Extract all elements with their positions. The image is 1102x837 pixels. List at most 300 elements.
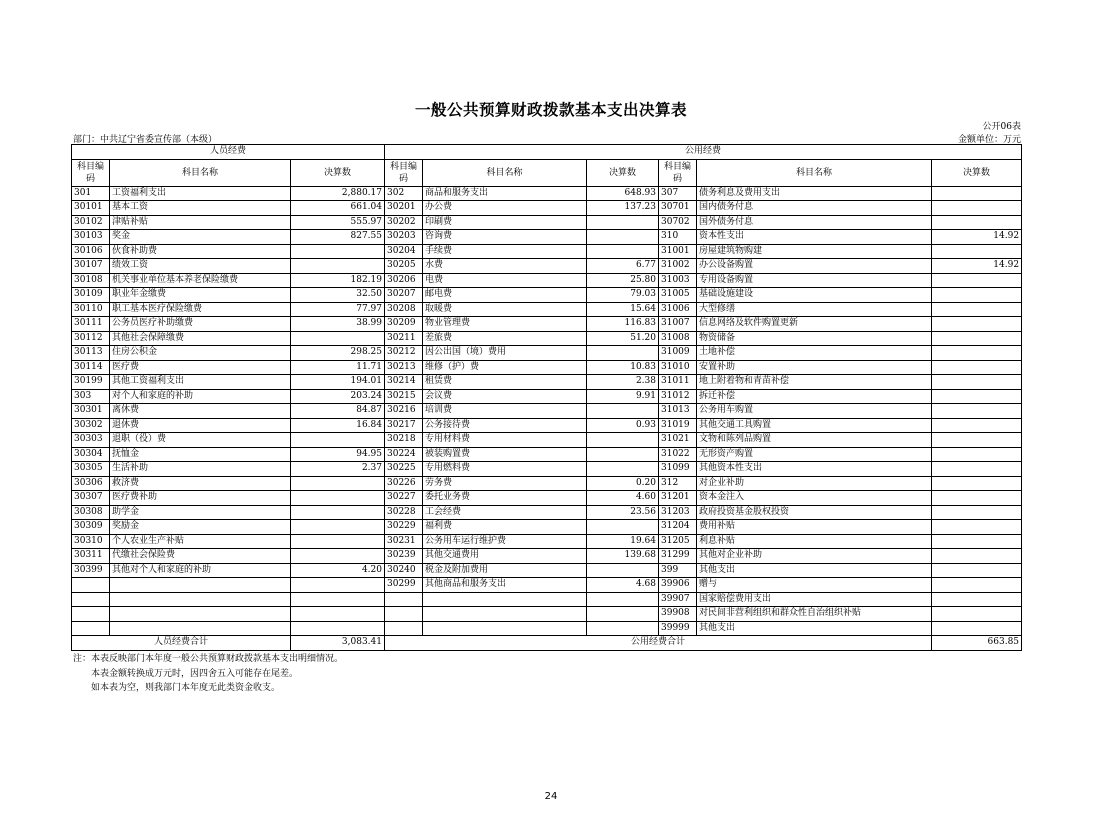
personnel-total-label: 人员经费合计 (72, 636, 291, 651)
cell-code: 31204 (659, 520, 697, 535)
cell-code: 31003 (659, 273, 697, 288)
cell-amount (291, 578, 385, 593)
cell-code: 30308 (72, 505, 110, 520)
cell-amount (587, 563, 659, 578)
cell-name: 国内债务付息 (697, 201, 932, 216)
cell-code: 31007 (659, 317, 697, 332)
cell-code: 31299 (659, 549, 697, 564)
cell-amount (932, 404, 1022, 419)
cell-code: 302 (385, 186, 423, 201)
note-line: 本表金额转换成万元时，因四舍五入可能存在尾差。 (91, 668, 299, 679)
table-row (72, 607, 1022, 622)
cell-name: 其他对个人和家庭的补助 (110, 563, 291, 578)
table-row (72, 186, 1022, 201)
cell-amount (932, 346, 1022, 361)
cell-code: 30702 (659, 215, 697, 230)
cell-amount (587, 520, 659, 535)
department-label: 部门：中共辽宁省委宣传部（本级） (73, 135, 218, 145)
cell-name: 其他资本性支出 (697, 462, 932, 477)
cell-amount (932, 578, 1022, 593)
cell-code: 31022 (659, 447, 697, 462)
cell-name: 差旅费 (423, 331, 587, 346)
cell-name: 拆迁补偿 (697, 389, 932, 404)
cell-name: 其他工资福利支出 (110, 375, 291, 390)
cell-amount: 10.83 (587, 360, 659, 375)
cell-amount (932, 273, 1022, 288)
cell-code (72, 607, 110, 622)
cell-name: 安置补助 (697, 360, 932, 375)
cell-amount: 11.71 (291, 360, 385, 375)
page-number: 24 (544, 791, 558, 802)
cell-code: 30231 (385, 534, 423, 549)
cell-code: 30305 (72, 462, 110, 477)
cell-code: 31011 (659, 375, 697, 390)
cell-name: 房屋建筑物购建 (697, 244, 932, 259)
cell-name: 大型修缮 (697, 302, 932, 317)
col-header-name: 科目名称 (423, 159, 587, 186)
cell-name (423, 621, 587, 636)
cell-amount: 2.37 (291, 462, 385, 477)
cell-name: 个人农业生产补贴 (110, 534, 291, 549)
cell-code: 30214 (385, 375, 423, 390)
cell-amount (932, 317, 1022, 332)
cell-amount (932, 447, 1022, 462)
cell-code: 30218 (385, 433, 423, 448)
cell-name: 因公出国（境）费用 (423, 346, 587, 361)
cell-amount (932, 621, 1022, 636)
cell-code: 30201 (385, 201, 423, 216)
cell-amount: 661.04 (291, 201, 385, 216)
expenditure-table (71, 144, 1022, 651)
cell-name: 债务利息及费用支出 (697, 186, 932, 201)
cell-name: 工会经费 (423, 505, 587, 520)
cell-amount: 139.68 (587, 549, 659, 564)
cell-name: 对民间非营利组织和群众性自治组织补贴 (697, 607, 932, 622)
cell-amount (932, 201, 1022, 216)
table-row (72, 331, 1022, 346)
cell-amount (587, 433, 659, 448)
cell-name (110, 607, 291, 622)
cell-name: 无形资产购置 (697, 447, 932, 462)
cell-amount (291, 520, 385, 535)
cell-code: 30225 (385, 462, 423, 477)
cell-name: 基本工资 (110, 201, 291, 216)
cell-code (72, 592, 110, 607)
cell-name: 公务接待费 (423, 418, 587, 433)
cell-name: 基础设施建设 (697, 288, 932, 303)
table-row (72, 578, 1022, 593)
cell-amount: 0.20 (587, 476, 659, 491)
table-row (72, 563, 1022, 578)
cell-name: 利息补贴 (697, 534, 932, 549)
col-header-amount: 决算数 (932, 159, 1022, 186)
cell-code (72, 621, 110, 636)
cell-amount (932, 244, 1022, 259)
cell-code: 30113 (72, 346, 110, 361)
cell-name: 奖励金 (110, 520, 291, 535)
table-row (72, 621, 1022, 636)
cell-name: 信息网络及软件购置更新 (697, 317, 932, 332)
cell-amount (587, 621, 659, 636)
cell-amount (291, 505, 385, 520)
cell-code: 30310 (72, 534, 110, 549)
cell-amount (587, 592, 659, 607)
table-row (72, 447, 1022, 462)
cell-code: 30701 (659, 201, 697, 216)
cell-code: 30205 (385, 259, 423, 274)
cell-amount (291, 549, 385, 564)
cell-name: 国家赔偿费用支出 (697, 592, 932, 607)
table-row (72, 462, 1022, 477)
cell-amount: 19.64 (587, 534, 659, 549)
cell-code (72, 578, 110, 593)
cell-amount: 827.55 (291, 230, 385, 245)
cell-code: 31021 (659, 433, 697, 448)
cell-name: 退职（役）费 (110, 433, 291, 448)
cell-name: 邮电费 (423, 288, 587, 303)
cell-code: 30199 (72, 375, 110, 390)
cell-name: 公务用车运行维护费 (423, 534, 587, 549)
cell-code: 31205 (659, 534, 697, 549)
cell-name: 水费 (423, 259, 587, 274)
cell-code: 30239 (385, 549, 423, 564)
cell-name: 其他支出 (697, 621, 932, 636)
cell-name: 公务用车购置 (697, 404, 932, 419)
cell-amount (291, 259, 385, 274)
cell-code: 30399 (72, 563, 110, 578)
cell-name: 地上附着物和青苗补偿 (697, 375, 932, 390)
cell-amount (587, 230, 659, 245)
cell-code: 30304 (72, 447, 110, 462)
cell-code: 30226 (385, 476, 423, 491)
cell-amount: 116.83 (587, 317, 659, 332)
cell-name: 其他交通费用 (423, 549, 587, 564)
cell-name: 公务员医疗补助缴费 (110, 317, 291, 332)
cell-name: 委托业务费 (423, 491, 587, 506)
cell-name: 医疗费补助 (110, 491, 291, 506)
cell-name: 机关事业单位基本养老保险缴费 (110, 273, 291, 288)
cell-name: 助学金 (110, 505, 291, 520)
table-row (72, 404, 1022, 419)
cell-name: 生活补助 (110, 462, 291, 477)
cell-amount: 14.92 (932, 259, 1022, 274)
table-row (72, 476, 1022, 491)
cell-name: 离休费 (110, 404, 291, 419)
cell-amount: 77.97 (291, 302, 385, 317)
note-line: 如本表为空，则我部门本年度无此类资金收支。 (91, 683, 281, 693)
cell-code: 31201 (659, 491, 697, 506)
form-number: 公开06表 (982, 122, 1021, 132)
cell-code: 312 (659, 476, 697, 491)
cell-amount (932, 462, 1022, 477)
cell-amount: 194.01 (291, 375, 385, 390)
cell-code: 303 (72, 389, 110, 404)
cell-code: 30215 (385, 389, 423, 404)
cell-code: 39906 (659, 578, 697, 593)
cell-name: 取暖费 (423, 302, 587, 317)
cell-name: 税金及附加费用 (423, 563, 587, 578)
cell-code: 30107 (72, 259, 110, 274)
cell-code: 39999 (659, 621, 697, 636)
cell-name: 会议费 (423, 389, 587, 404)
table-row (72, 592, 1022, 607)
cell-amount: 4.68 (587, 578, 659, 593)
cell-code: 30209 (385, 317, 423, 332)
cell-amount (932, 534, 1022, 549)
cell-code: 30309 (72, 520, 110, 535)
cell-name: 专用燃料费 (423, 462, 587, 477)
cell-name (423, 592, 587, 607)
table-row (72, 215, 1022, 230)
table-row (72, 244, 1022, 259)
cell-amount: 648.93 (587, 186, 659, 201)
cell-code: 399 (659, 563, 697, 578)
cell-amount (291, 491, 385, 506)
cell-code: 30207 (385, 288, 423, 303)
table-row (72, 201, 1022, 216)
cell-amount (932, 418, 1022, 433)
cell-name: 代缴社会保险费 (110, 549, 291, 564)
cell-name: 电费 (423, 273, 587, 288)
cell-amount (587, 447, 659, 462)
cell-amount (587, 346, 659, 361)
cell-code: 30102 (72, 215, 110, 230)
cell-name: 物业管理费 (423, 317, 587, 332)
table-row (72, 317, 1022, 332)
cell-name: 咨询费 (423, 230, 587, 245)
cell-amount: 15.64 (587, 302, 659, 317)
page-title: 一般公共预算财政拨款基本支出决算表 (414, 100, 687, 119)
table-row (72, 375, 1022, 390)
cell-amount: 14.92 (932, 230, 1022, 245)
personnel-total-value: 3,083.41 (291, 636, 385, 651)
cell-name: 救济费 (110, 476, 291, 491)
cell-code: 31006 (659, 302, 697, 317)
table-row (72, 433, 1022, 448)
table-row (72, 230, 1022, 245)
cell-amount (932, 186, 1022, 201)
cell-name: 福利费 (423, 520, 587, 535)
cell-amount: 16.84 (291, 418, 385, 433)
table-column-header-row (72, 159, 1022, 186)
col-header-code: 科目编码 (659, 159, 697, 186)
cell-amount (587, 215, 659, 230)
cell-name: 伙食补助费 (110, 244, 291, 259)
table-row (72, 520, 1022, 535)
cell-amount (932, 375, 1022, 390)
table-row (72, 288, 1022, 303)
cell-code: 301 (72, 186, 110, 201)
cell-amount: 0.93 (587, 418, 659, 433)
cell-code: 31019 (659, 418, 697, 433)
cell-name: 其他对企业补助 (697, 549, 932, 564)
cell-amount: 9.91 (587, 389, 659, 404)
cell-amount (291, 534, 385, 549)
table-row (72, 302, 1022, 317)
cell-amount: 137.23 (587, 201, 659, 216)
cell-amount (932, 592, 1022, 607)
cell-code: 30302 (72, 418, 110, 433)
cell-code: 30103 (72, 230, 110, 245)
cell-amount (932, 215, 1022, 230)
cell-name: 退休费 (110, 418, 291, 433)
cell-amount: 6.77 (587, 259, 659, 274)
cell-name (110, 621, 291, 636)
cell-name: 其他交通工具购置 (697, 418, 932, 433)
cell-code: 30212 (385, 346, 423, 361)
cell-name (110, 592, 291, 607)
cell-amount: 94.95 (291, 447, 385, 462)
cell-name: 赠与 (697, 578, 932, 593)
public-total-label: 公用经费合计 (385, 636, 932, 651)
cell-name: 资本金注入 (697, 491, 932, 506)
cell-code: 31010 (659, 360, 697, 375)
cell-name: 对企业补助 (697, 476, 932, 491)
cell-code: 30203 (385, 230, 423, 245)
cell-name: 国外债务付息 (697, 215, 932, 230)
cell-amount (932, 549, 1022, 564)
cell-code: 31005 (659, 288, 697, 303)
cell-amount (587, 404, 659, 419)
cell-amount (932, 433, 1022, 448)
cell-name (423, 607, 587, 622)
cell-code: 30311 (72, 549, 110, 564)
cell-code: 30208 (385, 302, 423, 317)
cell-name: 专用材料费 (423, 433, 587, 448)
cell-code: 30211 (385, 331, 423, 346)
totals-row (72, 636, 1022, 651)
cell-code: 30224 (385, 447, 423, 462)
col-header-code: 科目编码 (72, 159, 110, 186)
cell-amount (291, 476, 385, 491)
cell-code: 30217 (385, 418, 423, 433)
cell-name: 被装购置费 (423, 447, 587, 462)
cell-amount (932, 520, 1022, 535)
cell-amount: 25.80 (587, 273, 659, 288)
cell-amount: 79.03 (587, 288, 659, 303)
cell-code: 31001 (659, 244, 697, 259)
cell-amount (932, 491, 1022, 506)
cell-code: 30109 (72, 288, 110, 303)
col-header-name: 科目名称 (110, 159, 291, 186)
cell-amount (587, 462, 659, 477)
note-line: 注：本表反映部门本年度一般公共预算财政拨款基本支出明细情况。 (73, 654, 344, 664)
cell-name: 租赁费 (423, 375, 587, 390)
table-row (72, 259, 1022, 274)
cell-code: 30112 (72, 331, 110, 346)
cell-code: 30216 (385, 404, 423, 419)
cell-name: 津贴补贴 (110, 215, 291, 230)
cell-code: 31008 (659, 331, 697, 346)
cell-code: 30307 (72, 491, 110, 506)
cell-amount (932, 288, 1022, 303)
public-header: 公用经费 (385, 145, 1022, 160)
cell-code (385, 607, 423, 622)
cell-amount: 4.20 (291, 563, 385, 578)
cell-code: 30110 (72, 302, 110, 317)
cell-amount (932, 563, 1022, 578)
table-row (72, 549, 1022, 564)
notes (73, 652, 343, 696)
cell-amount (587, 244, 659, 259)
table-row (72, 491, 1022, 506)
cell-code (385, 592, 423, 607)
table-row (72, 273, 1022, 288)
col-header-amount: 决算数 (291, 159, 385, 186)
cell-amount (291, 621, 385, 636)
personnel-header: 人员经费 (72, 145, 385, 160)
cell-amount: 38.99 (291, 317, 385, 332)
cell-code: 31013 (659, 404, 697, 419)
cell-amount: 298.25 (291, 346, 385, 361)
col-header-name: 科目名称 (697, 159, 932, 186)
cell-name: 劳务费 (423, 476, 587, 491)
cell-name: 办公设备购置 (697, 259, 932, 274)
cell-amount (291, 592, 385, 607)
cell-amount (291, 244, 385, 259)
cell-code: 30303 (72, 433, 110, 448)
cell-amount (932, 476, 1022, 491)
cell-amount: 23.56 (587, 505, 659, 520)
cell-name: 办公费 (423, 201, 587, 216)
cell-name: 职业年金缴费 (110, 288, 291, 303)
cell-amount: 32.50 (291, 288, 385, 303)
cell-code: 31009 (659, 346, 697, 361)
table-row (72, 505, 1022, 520)
cell-name: 其他支出 (697, 563, 932, 578)
cell-amount (932, 389, 1022, 404)
cell-name: 物资储备 (697, 331, 932, 346)
cell-name: 维修（护）费 (423, 360, 587, 375)
cell-code: 31012 (659, 389, 697, 404)
cell-amount (587, 607, 659, 622)
cell-code: 30108 (72, 273, 110, 288)
cell-code: 30299 (385, 578, 423, 593)
cell-name: 文物和陈列品购置 (697, 433, 932, 448)
cell-code (385, 621, 423, 636)
cell-amount (932, 331, 1022, 346)
cell-code: 307 (659, 186, 697, 201)
cell-name: 抚恤金 (110, 447, 291, 462)
cell-code: 30101 (72, 201, 110, 216)
cell-amount: 2.38 (587, 375, 659, 390)
cell-code: 30213 (385, 360, 423, 375)
cell-amount (932, 302, 1022, 317)
cell-name: 其他社会保障缴费 (110, 331, 291, 346)
cell-code: 30106 (72, 244, 110, 259)
cell-name: 职工基本医疗保险缴费 (110, 302, 291, 317)
cell-amount (291, 607, 385, 622)
table-row (72, 534, 1022, 549)
cell-name: 政府投资基金股权投资 (697, 505, 932, 520)
cell-amount: 4.60 (587, 491, 659, 506)
cell-amount: 2,880.17 (291, 186, 385, 201)
cell-code: 30228 (385, 505, 423, 520)
cell-name: 绩效工资 (110, 259, 291, 274)
cell-amount: 555.97 (291, 215, 385, 230)
cell-name: 培训费 (423, 404, 587, 419)
cell-amount: 84.87 (291, 404, 385, 419)
cell-code: 30202 (385, 215, 423, 230)
cell-name: 其他商品和服务支出 (423, 578, 587, 593)
cell-code: 30306 (72, 476, 110, 491)
cell-code: 30111 (72, 317, 110, 332)
cell-code: 39908 (659, 607, 697, 622)
cell-amount (932, 607, 1022, 622)
cell-code: 30301 (72, 404, 110, 419)
cell-name: 费用补贴 (697, 520, 932, 535)
cell-code: 31203 (659, 505, 697, 520)
